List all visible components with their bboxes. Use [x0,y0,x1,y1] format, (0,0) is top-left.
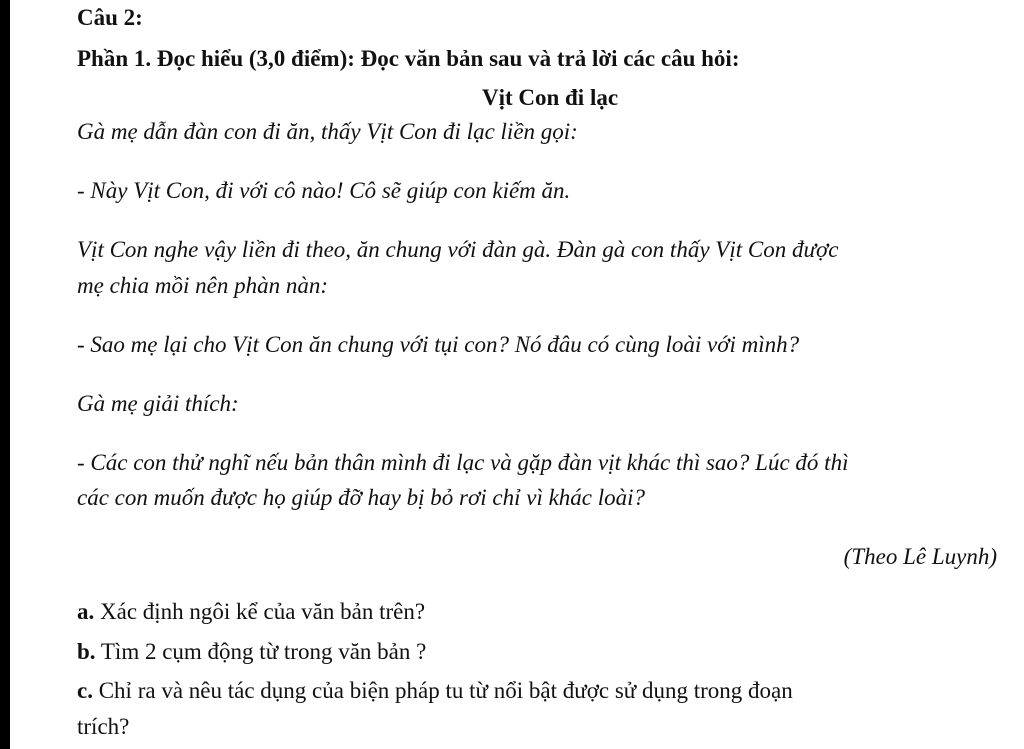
question-c-continuation: trích? [77,714,130,739]
story-paragraph: Gà mẹ giải thích: [77,391,239,416]
question-label: b. [77,639,96,664]
question-a [77,598,425,626]
question-text: Xác định ngôi kể của văn bản trên? [94,599,426,624]
story-paragraph: các con muốn được họ giúp đỡ hay bị bỏ rơi chỉ vì khác loài? [77,485,646,510]
story-paragraph: - Sao mẹ lại cho Vịt Con ăn chung với tụi con? Nó đâu có cùng loài với mình? [77,332,800,357]
question-c [77,677,793,705]
question-b [77,638,426,666]
story-paragraph: mẹ chia mồi nên phàn nàn: [77,273,329,298]
left-edge-bar [0,0,10,749]
question-label: a. [77,599,95,624]
story-paragraph: Vịt Con nghe vậy liền đi theo, ăn chung với đàn gà. Đàn gà con thấy Vịt Con được [77,237,839,262]
story-paragraph: Gà mẹ dẫn đàn con đi ăn, thấy Vịt Con đi lạc liền gọi: [77,119,578,144]
source-attribution: (Theo Lê Luynh) [843,544,997,569]
question-heading: Câu 2: [77,5,143,30]
story-title: Vịt Con đi lạc [481,85,619,110]
section-heading: Phần 1. Đọc hiểu (3,0 điểm): Đọc văn bản sau và trả lời các câu hỏi: [77,46,740,71]
question-label: c. [77,678,93,703]
story-paragraph: - Này Vịt Con, đi với cô nào! Cô sẽ giúp con kiếm ăn. [77,178,571,203]
story-paragraph: - Các con thử nghĩ nếu bản thân mình đi lạc và gặp đàn vịt khác thì sao? Lúc đó thì [77,450,849,475]
question-text: Tìm 2 cụm động từ trong văn bản ? [95,639,427,664]
question-text: Chỉ ra và nêu tác dụng của biện pháp tu từ nổi bật được sử dụng trong đoạn [92,678,793,703]
